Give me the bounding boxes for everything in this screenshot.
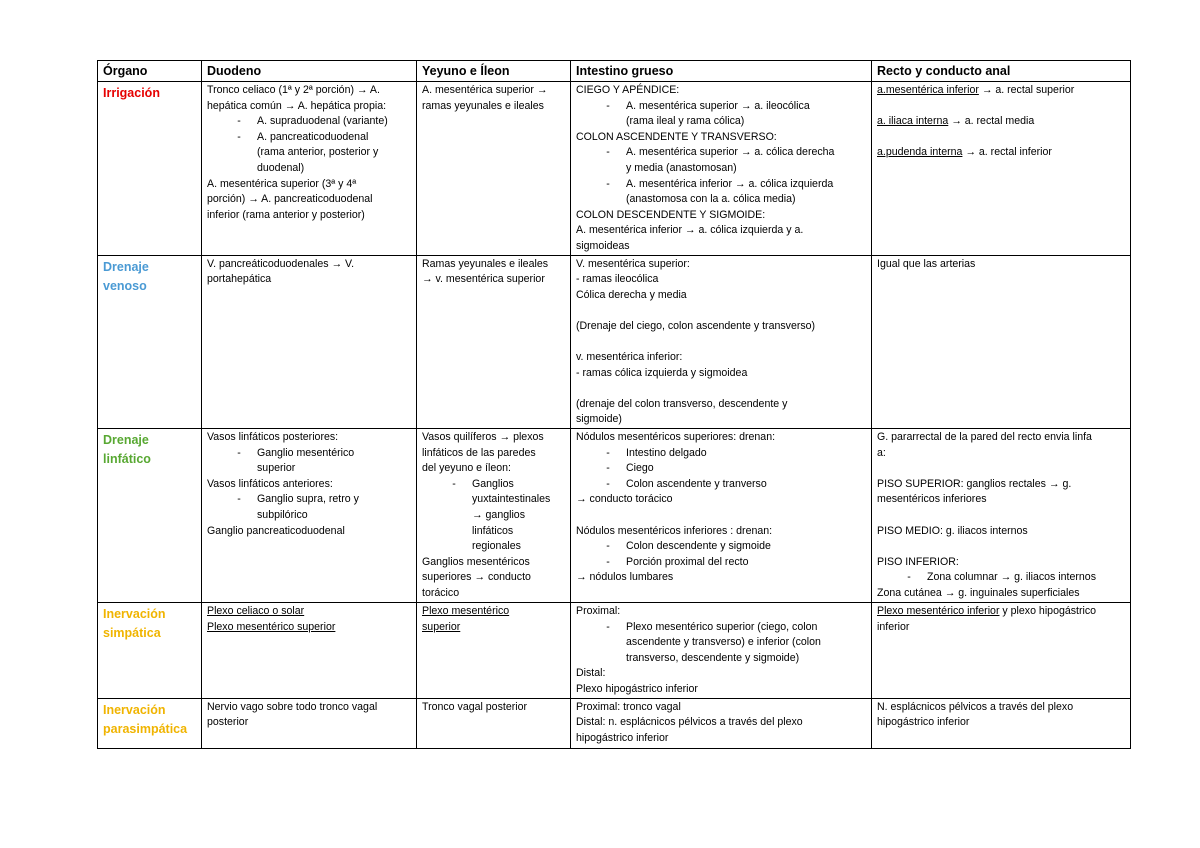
list-item: - A. supraduodenal (variante) (237, 115, 388, 128)
cell-simpatica-duodeno: Plexo celiaco o solar Plexo mesentérico superior (202, 603, 417, 699)
list-item: - Ciego (606, 462, 654, 475)
cell-venoso-yeyuno: Ramas yeyunales e ileales → v. mesentérica superior (417, 255, 571, 429)
cell-venoso-recto: Igual que las arterias (872, 255, 1131, 429)
cell-parasimpatica-duodeno: Nervio vago sobre todo tronco vagal posterior (202, 698, 417, 748)
cell-irrigacion-intestino: CIEGO Y APÉNDICE: - A. mesentérica superior → a. ileocólica (rama ileal y rama cólica) COLON ASCENDENTE Y TRANSVERSO: - A. mesentérica superior → a. cólica derecha y media (anastomosan) - A. mesentérica inferior → a. cólica izquierda (anastomosa con la a. cólica media) COLON DESCENDENTE Y SIGMOIDE: A. mesentérica inferior → a. cólica izquierda y a. sigmoideas (571, 82, 872, 256)
cell-linfatico-yeyuno: Vasos quilíferos → plexos linfáticos de las paredes del yeyuno e íleon: - Ganglios yuxtaintestinales → ganglios linfáticos regionales Ganglios mesentéricos superiores → conducto torácico (417, 429, 571, 603)
row-drenaje-linfatico (98, 429, 1131, 603)
cell-parasimpatica-yeyuno: Tronco vagal posterior (417, 698, 571, 748)
list-item: - Ganglio supra, retro y subpilórico (237, 493, 359, 522)
cell-simpatica-yeyuno: Plexo mesentérico superior (417, 603, 571, 699)
header-row (98, 61, 1131, 82)
list-item: - Colon descendente y sigmoide (606, 540, 771, 553)
cell-irrigacion-duodeno: Tronco celiaco (1ª y 2ª porción) → A. hepática común → A. hepática propia: - A. supraduodenal (variante) - A. pancreaticoduodenal (rama anterior, posterior y duodenal) A. mesentérica superior (3ª y 4ª porción) → A. pancreaticoduodenal inferior (rama anterior y posterior) (202, 82, 417, 256)
cell-linfatico-duodeno: Vasos linfáticos posteriores: - Ganglio mesentérico superior Vasos linfáticos anteriores: - Ganglio supra, retro y subpilórico Ganglio pancreaticoduodenal (202, 429, 417, 603)
link-iliaca-interna: a. iliaca interna (877, 115, 949, 128)
list-item: - Porción proximal del recto (606, 555, 749, 568)
row-label-inervacion-simpatica: Inervación simpática (98, 603, 202, 699)
cell-simpatica-intestino: Proximal: - Plexo mesentérico superior (ciego, colon ascendente y transverso) e inferior (colon transverso, descendente y sigmoide) Distal: Plexo hipogástrico inferior (571, 603, 872, 699)
list-item: - Plexo mesentérico superior (ciego, colon ascendente y transverso) e inferior (colon transverso, descendente y sigmoide) (606, 620, 821, 664)
list-item: - Intestino delgado (606, 446, 707, 459)
row-inervacion-parasimpatica (98, 698, 1131, 748)
cell-parasimpatica-intestino: Proximal: tronco vagal Distal: n. esplácnicos pélvicos a través del plexo hipogástrico inferior (571, 698, 872, 748)
cell-simpatica-recto: Plexo mesentérico inferior y plexo hipogástrico inferior (872, 603, 1131, 699)
row-drenaje-venoso (98, 255, 1131, 429)
list-item: - Colon ascendente y tranverso (606, 477, 767, 490)
link-pudenda-interna: a.pudenda interna (877, 146, 963, 159)
row-label-drenaje-venoso: Drenaje venoso (98, 255, 202, 429)
list-item: - A. mesentérica inferior → a. cólica izquierda (anastomosa con la a. cólica media) (606, 177, 834, 206)
link-mesenterica-inferior: a.mesentérica inferior (877, 84, 979, 96)
row-inervacion-simpatica (98, 603, 1131, 699)
cell-linfatico-intestino: Nódulos mesentéricos superiores: drenan: - Intestino delgado - Ciego - Colon ascendente y tranverso → conducto torácico Nódulos mesentéricos inferiores : drenan: - Colon descendente y sigmoide - Porción proximal del recto → nódulos lumbares (571, 429, 872, 603)
header-organo: Órgano (98, 61, 202, 82)
row-label-drenaje-linfatico: Drenaje linfático (98, 429, 202, 603)
list-item: - A. mesentérica superior → a. ileocólica (rama ileal y rama cólica) (606, 99, 810, 128)
cell-venoso-duodeno: V. pancreáticoduodenales → V. portahepática (202, 255, 417, 429)
document-page (97, 60, 1130, 749)
list-item: - Zona columnar → g. iliacos internos (907, 571, 1096, 584)
organ-table (97, 60, 1131, 749)
row-label-irrigacion: Irrigación (98, 82, 202, 256)
cell-linfatico-recto: G. pararrectal de la pared del recto envia linfa a: PISO SUPERIOR: ganglios rectales → g. mesentéricos inferiores PISO MEDIO: g. iliacos internos PISO INFERIOR: - Zona columnar → g. iliacos internos Zona cutánea → g. inguinales superficiales (872, 429, 1131, 603)
header-duodeno: Duodeno (202, 61, 417, 82)
list-item: - Ganglios yuxtaintestinales → ganglios linfáticos regionales (452, 477, 551, 553)
cell-venoso-intestino: V. mesentérica superior: - ramas ileocólica Cólica derecha y media (Drenaje del ciego, colon ascendente y transverso) v. mesentérica inferior: - ramas cólica izquierda y sigmoidea (drenaje del colon transverso, descendente y sigmoide) (571, 255, 872, 429)
cell-parasimpatica-recto: N. esplácnicos pélvicos a través del plexo hipogástrico inferior (872, 698, 1131, 748)
cell-irrigacion-yeyuno: A. mesentérica superior → ramas yeyunales e ileales (417, 82, 571, 256)
header-intestino: Intestino grueso (571, 61, 872, 82)
list-item: - Ganglio mesentérico superior (237, 446, 355, 475)
header-recto: Recto y conducto anal (872, 61, 1131, 82)
cell-irrigacion-recto: a.mesentérica inferior → a. rectal superior a. iliaca interna → a. rectal media a.pudenda interna → a. rectal inferior (872, 82, 1131, 256)
header-yeyuno: Yeyuno e Íleon (417, 61, 571, 82)
row-label-inervacion-parasimpatica: Inervación parasimpática (98, 698, 202, 748)
row-irrigacion (98, 82, 1131, 256)
list-item: - A. pancreaticoduodenal (rama anterior, posterior y duodenal) (237, 130, 379, 174)
list-item: - A. mesentérica superior → a. cólica derecha y media (anastomosan) (606, 146, 835, 174)
